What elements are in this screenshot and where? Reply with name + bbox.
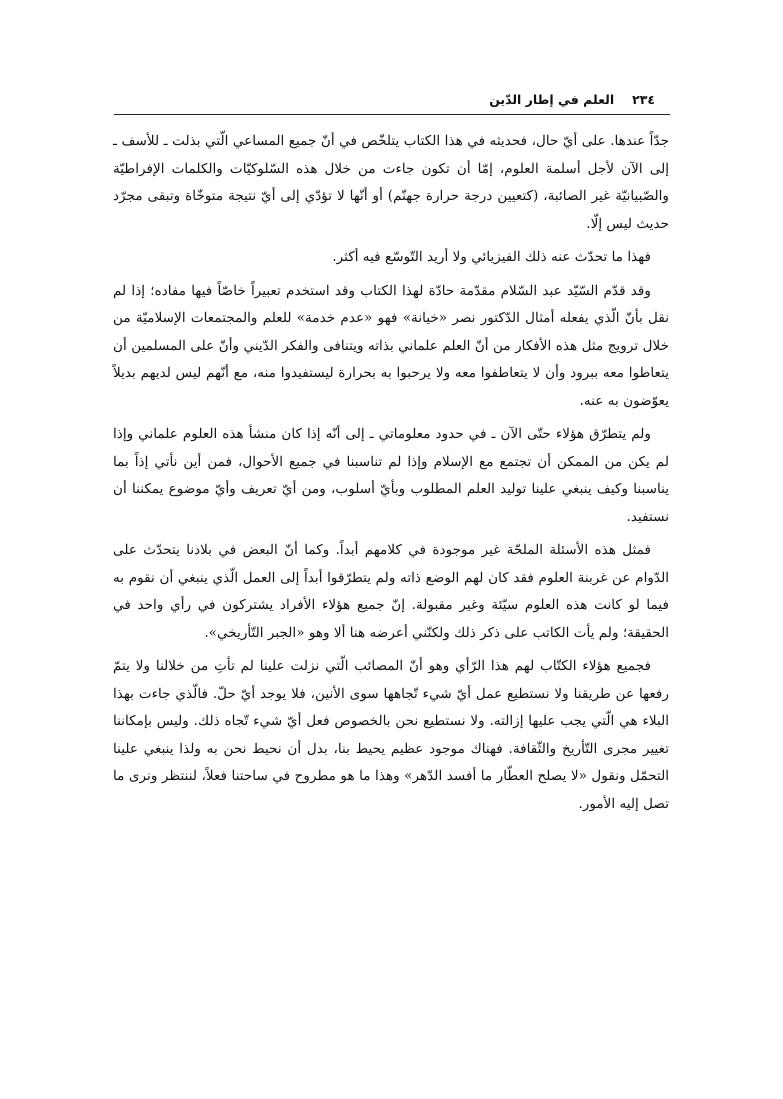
running-title: العلم في إطار الدّين [489,91,615,107]
body-text [113,128,669,824]
running-header [115,86,655,112]
paragraph-6: فجميع هؤلاء الكتّاب لهم هذا الرّأي وهو أنّ المصائب الّتي نزلت علينا لم تأتِ من خلالنا ولا يتمّ رفعها عن طريقنا ولا نستطيع عمل أيّ شيء تّجاهها سوى الأنين، فلا يوجد أيّ حلّ. فالّذي جاءت بهذا البلاء هي الّتي يجب عليها إزالته. ولا نستطيع نحن بالخصوص فعل أيّ شيء تّجاه ذلك. وليس بإمكاننا تغيير مجرى التّأريخ والثّقافة. فهناك موجود عظيم يحيط بنا، بدل أن نحيط نحن به ولذا ينبغي علينا التحمّل ونقول «لا يصلح العطّار ما أفسد الدّهر» وهذا ما هو مطروح في ساحتنا فعلاً، لننتظر ونرى ما تصل إليه الأمور. [113,658,669,812]
paragraph-3: وقد قدّم السّيّد عبد السّلام مقدّمة حادّة لهذا الكتاب وقد استخدم تعبيراً خاصّاً فيها مفاده؛ إذا لم نقل بأنّ الّذي يفعله أمثال الدّكتور نصر «خيانة» فهو «عدم خدمة» للعلم والمجتمعات الإسلاميّة من خلال ترويج مثل هذه الأفكار من أنّ العلم علماني بذاته ويتنافى والفكر الدّيني وأنّ على المسلمين أن يتعاطوا معه ببرود وأن لا يتعاطفوا معه ولا يرحبوا به بحرارة ليستفيدوا منه، مع أنّهم ليس لديهم بديلاً يعوّضون به عنه. [113,282,669,409]
paragraph-4: ولم يتطرّق هؤلاء حتّى الآن ـ في حدود معلوماتي ـ إلى أنّه إذا كان منشأ هذه العلوم علماني وإذا لم يكن من الممكن أن تجتمع مع الإسلام وإذا لم تناسبنا في جميع الأحوال، فمن أين نأتي إذاً بما يناسبنا وكيف ينبغي علينا توليد العلم المطلوب وبأيّ أسلوب، ومن أيّ تعريف وأيّ موضوع يمكننا أن نستفيد. [113,426,669,525]
page-number: ٢٣٤ [632,91,655,107]
header-divider [114,114,670,115]
paragraph-2: فهذا ما تحدّث عنه ذلك الفيزيائي ولا أريد التّوسّع فيه أكثر. [332,249,651,265]
paragraph-5: فمثل هذه الأسئلة الملحّة غير موجودة في كلامهم أبداً. وكما أنّ البعض في بلادنا يتحدّث على الدّوام عن غربنة العلوم فقد كان لهم الوضع ذاته ولم يتطرّقوا أبداً إلى العمل الّذي ينبغي أن نقوم به فيما لو كانت هذه العلوم سيّئة وغير مقبولة. إنّ جميع هؤلاء الأفراد يشتركون في رأي واحد في الحقيقة؛ ولم يأت الكاتب على ذكر ذلك ولكنّني أعرضه هنا ألا وهو «الجبر التّأريخي». [113,542,669,641]
paragraph-1: جدّاً عندها. على أيّ حال، فحديثه في هذا الكتاب يتلخّص في أنّ جميع المساعي الّتي بذلت ـ للأسف ـ إلى الآن لأجل أسلمة العلوم، إمّا أن تكون جاءت من خلال هذه السّلوكيّات والكلمات الإفراطيّة والصّبيانيّة غير الصائبة، (كتعيين درجة حرارة جهنّم) أو أنّها لا تؤدّي إلى أيّ نتيجة متوخّاة وتبقى مجرّد حديث ليس إلّا. [113,133,669,232]
